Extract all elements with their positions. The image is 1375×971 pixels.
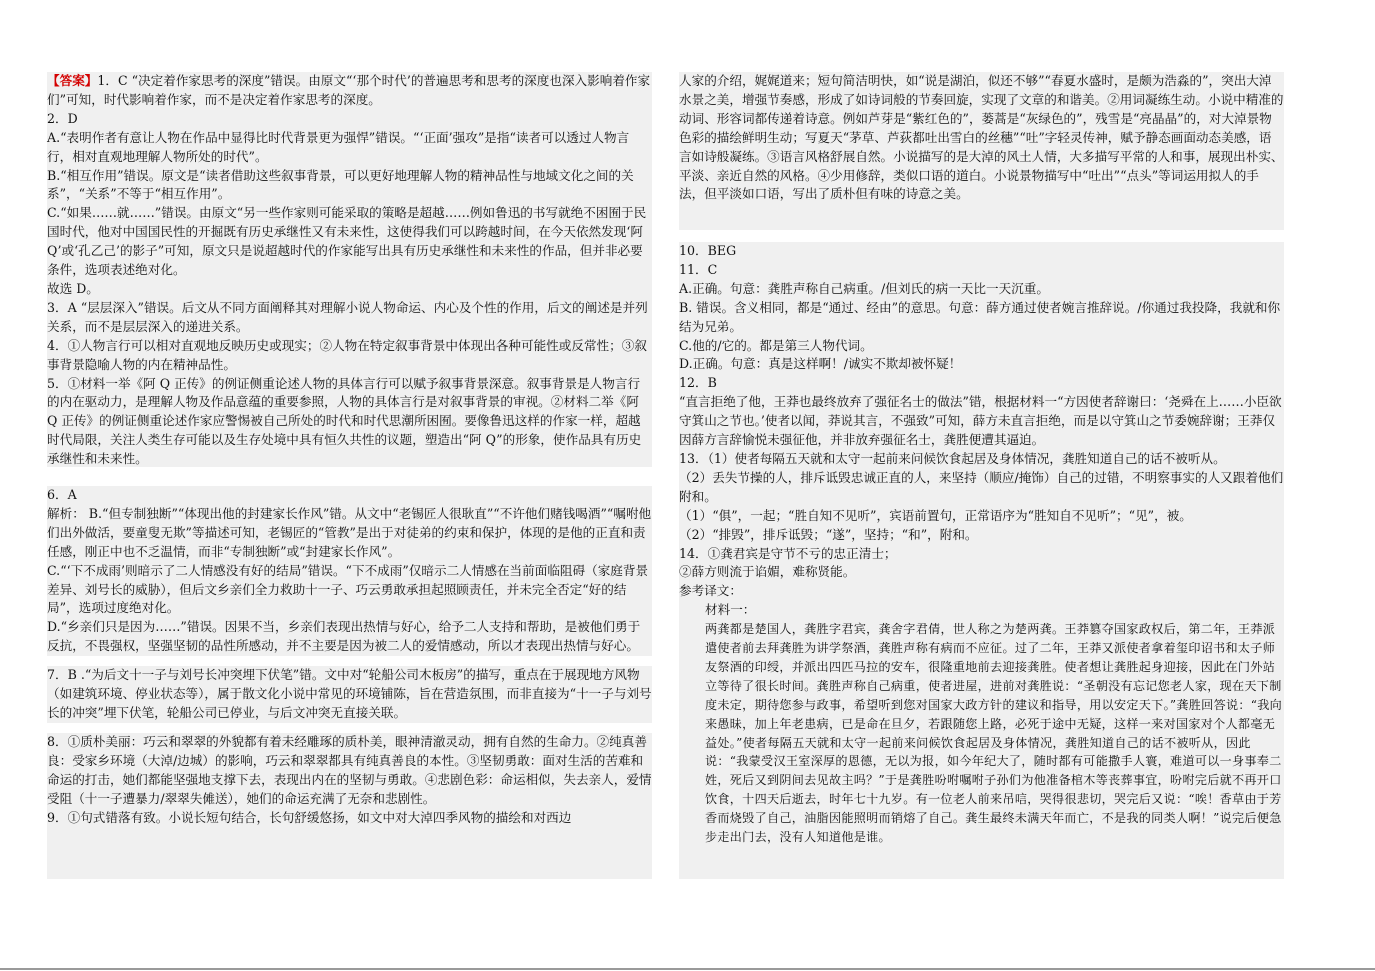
left-block-top [47, 72, 652, 467]
paragraph-text: 材料一： [705, 602, 756, 618]
left-answers-6-9 [47, 486, 652, 827]
answer-paragraph [679, 280, 1284, 299]
answer-paragraph [47, 486, 652, 505]
paragraph-text: 1．C “决定着作家思考的深度”错误。由原文“‘那个时代’的普遍思考和思考的深度也深入影响着作家们”可知，时代影响着作家，而不是决定着作家思考的深度。 [47, 73, 651, 107]
paragraph-text: 12．B [679, 375, 717, 391]
answer-paragraph [679, 374, 1284, 393]
paragraph-text: （1）“俱”，一起；“胜自知不见听”，宾语前置句，正常语序为“胜知自不见听”；“见”，被。 [679, 507, 1192, 523]
answer-paragraph [679, 582, 1284, 601]
answer-paragraph [47, 280, 652, 299]
answer-paragraph [47, 809, 652, 828]
answer-paragraph [679, 299, 1284, 337]
answer-paragraph [679, 601, 1284, 620]
paragraph-text: 3．A “层层深入”错误。后文从不同方面阐释其对理解小说人物命运、内心及个性的作用，后文的阐述是并列关系，而不是层层深入的递进关系。 [47, 299, 648, 334]
answer-paragraph [679, 337, 1284, 356]
paragraph-text: 6．A [47, 487, 77, 502]
answer-paragraph [679, 545, 1284, 564]
paragraph-text: B.“相互作用”错误。原文是“读者借助这些叙事背景，可以更好地理解人物的精神品性与地域文化之间的关系”，“关系”不等于“相互作用”。 [47, 167, 634, 202]
page-bottom-rule [0, 968, 1375, 970]
answer-paragraph [47, 733, 652, 809]
paragraph-text: C.“‘下不成雨’则暗示了二人情感没有好的结局”错误。“下不成雨”仅暗示二人情感在当前面临阻碍（家庭背景差异、刘号长的威胁），但后文乡亲们全力救助十一子、巧云勇敢承担起照顾责任，并未完全否定“好的结局”，选项过度绝对化。 [47, 562, 649, 616]
answer-paragraph [679, 393, 1284, 450]
right-block-top [679, 72, 1284, 230]
paragraph-gap [45, 723, 654, 733]
answer-paragraph [47, 375, 652, 470]
answer-paragraph [679, 620, 1284, 847]
paragraph-text: 9．①句式错落有致。小说长短句结合，长句舒缓悠扬，如文中对大淖四季风物的描绘和对西边 [47, 809, 572, 825]
paragraph-text: 5．①材料一举《阿 Q 正传》的例证侧重论述人物的具体言行可以赋予叙事背景深意。叙事背景是人物言行的内在驱动力，是理解人物及作品意蕴的重要参照，人物的具体言行是对叙事背景的审视。②材料二举《阿 Q 正传》的例证侧重论述作家应警惕被自己所处的时代和时代思潮所困囿。要像鲁迅这样的作家一样，超越时代局限，关注人类生存可能以及生存处境中具有恒久共性的议题，塑造出“阿 Q”的形象，使作品具有历史承继性和未来性。 [47, 375, 642, 467]
answer-paragraph [47, 618, 652, 656]
paragraph-text: 两龚都是楚国人，龚胜字君宾，龚舍字君倩，世人称之为楚两龚。王莽篡夺国家政权后，第二年，王莽派遣使者前去拜龚胜为讲学祭酒，龚胜声称有病而不应征。过了二年，王莽又派使者拿着玺印诏书和太子师友祭酒的印绶，并派出四匹马拉的安车，很隆重地前去迎接龚胜。使者想让龚胜起身迎接，因此在门外站立等待了很长时间。龚胜声称自己病重，使者进屋，进前对龚胜说：“圣朝没有忘记您老人家，现在天下制度未定，期待您参与政事，希望听到您对国家大政方针的建议和指导，用以安定天下。”龚胜回答说：“我向来愚昧，加上年老患病，已是命在旦夕，若跟随您上路，必死于途中无疑，这样一来对国家对个人都毫无益处。”使者每隔五天就和太守一起前来问候饮食起居及身体情况，龚胜知道自己的话不被听从，因此说：“我蒙受汉王室深厚的恩德，无以为报，如今年纪大了，随时都有可能撒手人寰，难道可以一身事奉二姓，死后又到阴间去见故主吗？”于是龚胜吩咐嘱咐子孙们为他准备棺木等丧葬事宜，吩咐完后就不再开口饮食，十四天后逝去，时年七十九岁。有一位老人前来吊唁，哭得很悲切，哭完后又说：“唉！香草由于芳香而烧毁了自己，油脂因能照明而销熔了自己。龚生最终未满天年而亡，不是我的同类人啊！”说完后便急步走出门去，没有人知道他是谁。 [705, 622, 1283, 845]
paragraph-text: C.他的/它的。都是第三人物代词。 [679, 337, 873, 353]
paragraph-text: ②薛方则流于谄媚，难称贤能。 [679, 564, 856, 580]
paragraph-text: 14．①龚君宾是守节不亏的忠正清士； [679, 545, 897, 561]
answer-paragraph [679, 242, 1284, 261]
answer-paragraph [679, 450, 1284, 469]
answer-paragraph [679, 563, 1284, 582]
paragraph-text: B. 错误。含义相同，都是“通过、经由”的意思。句意：薛方通过使者婉言推辞说。/你通过我投降，我就和你结为兄弟。 [679, 299, 1281, 334]
answer-paragraph [679, 355, 1284, 374]
answer-paragraph [47, 666, 652, 723]
paragraph-text: “直言拒绝了他，王莽也最终放弃了强征名士的做法”错，根据材料一“方因使者辞谢曰：‘尧舜在上……小臣欲守箕山之节也。’使者以闻，莽说其言，不强致”可知，薛方未直言拒绝，而是以守箕山之节委婉辞谢；王莽仅因薛方言辞愉悦未强征他，并非放弃强征名士，龚胜便遭其逼迫。 [679, 394, 1282, 448]
paragraph-text: 2．D [47, 110, 78, 126]
paragraph-text: 7．B .“为后文十一子与刘号长冲突埋下伏笔”错。文中对“轮船公司木板房”的描写，重点在于展现地方风物（如建筑环境、停业状态等），属于散文化小说中常见的环境铺陈，旨在营造氛围，而非直接为“十一子与刘号长的冲突”埋下伏笔，轮船公司已停业，与后文冲突无直接关联。 [47, 667, 652, 720]
answer-paragraph [679, 72, 1284, 204]
answer-paragraph [679, 261, 1284, 280]
paragraph-text: 4．①人物言行可以相对直观地反映历史或现实；②人物在特定叙事背景中体现出各种可能性或反常性；③叙事背景隐喻人物的内在精神品性。 [47, 337, 647, 372]
answer-paragraph [679, 469, 1284, 507]
paragraph-text: 8．①质朴美丽：巧云和翠翠的外貌都有着未经雕琢的质朴美，眼神清澈灵动，拥有自然的生命力。②纯真善良：受家乡环境（大淖/边城）的影响，巧云和翠翠都具有纯真善良的本性。③坚韧勇敢：面对生活的苦难和命运的打击，她们都能坚强地支撑下去，表现出内在的坚韧与勇敢。④悲剧色彩：命运相似，失去亲人，爱情受阻（十一子遭暴力/翠翠失傩送），她们的命运充满了无奈和悲剧性。 [47, 733, 652, 806]
right-block-bottom [679, 242, 1284, 879]
answer-paragraph [47, 562, 652, 619]
paragraph-text: 人家的介绍，娓娓道来；短句简洁明快，如“说是湖泊，似还不够”“春夏水盛时，是颇为浩淼的”，突出大淖水景之美，增强节奏感，形成了如诗词般的节奏回旋，实现了文章的和谐美。②用词凝练生动。小说中精准的动词、形容词都传递着诗意。例如芦芽是“紫红色的”，蒌蒿是“灰绿色的”，残雪是“亮晶晶”的，对大淖景物色彩的描绘鲜明生动；写夏天“茅草、芦荻都吐出雪白的丝穗”“吐”字轻灵传神，赋予静态画面动态美感，语言如诗般凝练。③语言风格舒展自然。小说描写的是大淖的风土人情，大多描写平常的人和事，展现出朴实、平淡、亲近自然的风格。④少用修辞，类似口语的道白。小说景物描写中“吐出”“点头”等词运用拟人的手法，但平淡如口语，写出了质朴但有味的诗意之美。 [679, 73, 1284, 202]
answer-paragraph [47, 505, 652, 562]
right-answer-9-cont [679, 72, 1284, 204]
paragraph-text: 参考译文： [679, 583, 742, 599]
paragraph-text: 解析： B.“但专制独断”“体现出他的封建家长作风”错。从文中“老锡匠人很耿直”“不许他们赌钱喝酒”“嘱咐他们出外做活，要童叟无欺”等描述可知，老锡匠的“管教”是出于对徒弟的约束和保护，体现的是他的正直和责任感，刚正中也不乏温情，而非“专制独断”或“封建家长作风”。 [47, 505, 652, 559]
answer-label: 【答案】 [47, 73, 98, 88]
paragraph-text: 10．BEG [679, 243, 737, 258]
answer-paragraph [47, 204, 652, 280]
paragraph-text: 故选 D。 [47, 280, 99, 296]
left-answers-1-5 [47, 72, 652, 469]
paragraph-gap [45, 656, 654, 666]
paragraph-text: 11．C [679, 261, 718, 277]
answer-paragraph [47, 167, 652, 205]
paragraph-text: D.“乡亲们只是因为……”错误。因果不当，乡亲们表现出热情与好心，给予二人支持和帮助，是被他们勇于反抗，不畏强权，坚强坚韧的品性所感动，并不主要是因为被二人的爱情感动，所以才表现出热情与好心。 [47, 619, 641, 654]
answer-paragraph [679, 507, 1284, 526]
answer-paragraph [679, 526, 1284, 545]
right-answers-10-14 [679, 242, 1284, 847]
answer-paragraph [47, 110, 652, 129]
answer-paragraph [47, 72, 652, 110]
left-block-bottom [47, 486, 652, 879]
paragraph-text: A.“表明作者有意让人物在作品中显得比时代背景更为强悍”错误。“‘正面’强攻”是指“读者可以透过人物言行，相对直观地理解人物所处的时代”。 [47, 129, 630, 164]
answer-paragraph [47, 129, 652, 167]
paragraph-text: 13．（1）使者每隔五天就和太守一起前来问候饮食起居及身体情况，龚胜知道自己的话不被听从。 [679, 450, 1226, 466]
paragraph-text: （2）“排毁”，排斥诋毁；“遂”，坚持；“和”，附和。 [679, 526, 978, 542]
paragraph-text: D.正确。句意：真是这样啊！/诚实不欺却被怀疑！ [679, 356, 962, 372]
answer-paragraph [47, 299, 652, 337]
paragraph-text: A.正确。句意：龚胜声称自己病重。/但刘氏的病一天比一天沉重。 [679, 280, 1049, 296]
paragraph-text: （2）丢失节操的人，排斥诋毁忠诚正直的人，来坚持（顺应/掩饰）自己的过错，不明察事实的人又跟着他们附和。 [679, 469, 1284, 504]
paragraph-text: C.“如果……就……”错误。由原文“另一些作家则可能采取的策略是超越……例如鲁迅的书写就绝不困囿于民国时代，他对中国国民性的开掘既有历史承继性又有未来性，这使得我们可以跨越时间，在今天依然发现‘阿 Q’或‘孔乙己’的影子”可知，原文只是说超越时代的作家能写出具有历史承继性和未来性的作品，但并非必要条件，选项表述绝对化。 [47, 205, 647, 278]
answer-paragraph [47, 337, 652, 375]
